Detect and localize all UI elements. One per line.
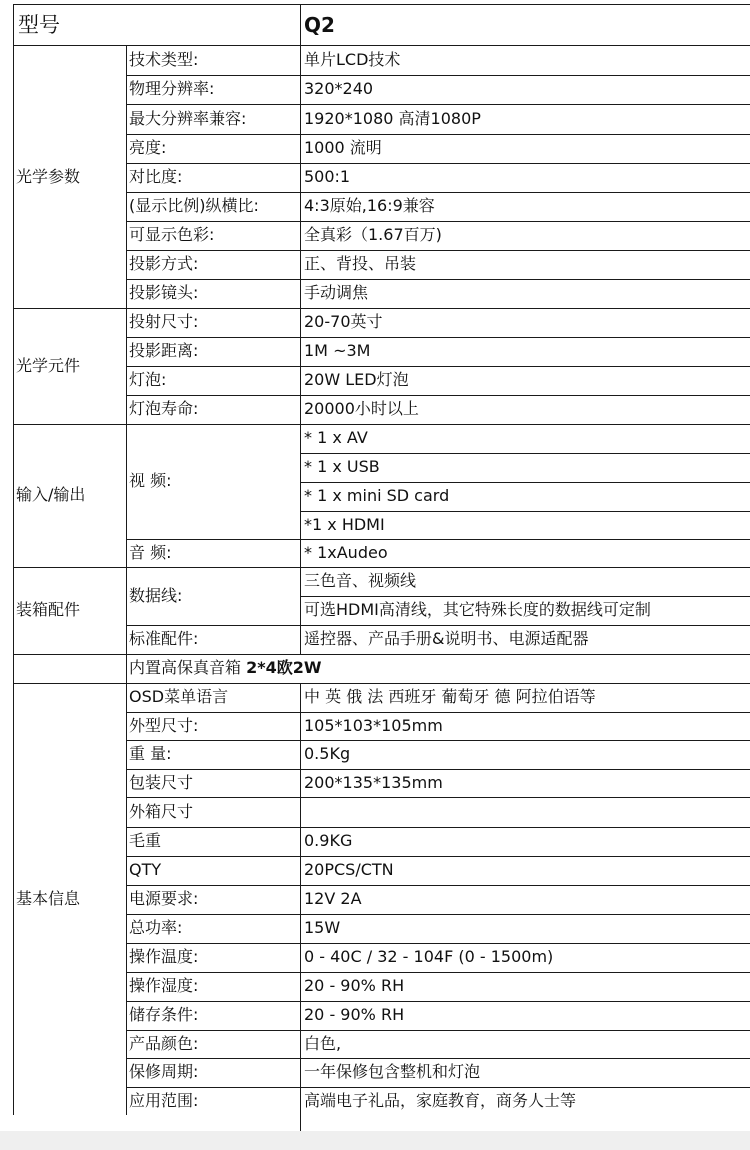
table-divider [126, 45, 127, 1115]
table-divider [126, 250, 750, 251]
row-value: 200*135*135mm [304, 772, 443, 792]
row-value-standard: 遥控器、产品手册&说明书、电源适配器 [304, 629, 589, 649]
row-value: 12V 2A [304, 889, 362, 909]
row-label: 投影方式: [129, 254, 199, 274]
table-divider [126, 740, 750, 741]
table-divider [126, 885, 750, 886]
row-label: 最大分辨率兼容: [129, 108, 247, 128]
table-divider [300, 482, 750, 483]
table-divider [126, 1087, 750, 1088]
row-label: (显示比例)纵横比: [129, 196, 259, 216]
table-divider [300, 511, 750, 512]
row-label: 亮度: [129, 138, 167, 158]
row-value: 0.9KG [304, 831, 353, 851]
table-divider [126, 395, 750, 396]
row-value: 0 - 40C / 32 - 104F (0 - 1500m) [304, 947, 554, 967]
row-value-cable: 三色音、视频线 [304, 571, 417, 591]
table-divider [13, 4, 750, 5]
row-label: 外型尺寸: [129, 715, 199, 735]
row-value: 4:3原始,16:9兼容 [304, 196, 435, 216]
row-value-cable: 可选HDMI高清线，其它特殊长度的数据线可定制 [304, 600, 651, 620]
row-value: 1M ~3M [304, 341, 371, 361]
table-divider [300, 596, 750, 597]
row-label: 保修周期: [129, 1062, 199, 1082]
row-label: 投影镜头: [129, 283, 199, 303]
group-name-optical-components: 光学元件 [16, 355, 81, 375]
row-label: 物理分辨率: [129, 79, 215, 99]
row-label: 外箱尺寸 [129, 801, 194, 821]
table-divider [126, 134, 750, 135]
row-value [300, 797, 750, 827]
row-label: 重 量: [129, 744, 172, 764]
row-label: 储存条件: [129, 1005, 199, 1025]
row-value: 20PCS/CTN [304, 860, 394, 880]
table-divider [126, 163, 750, 164]
row-label-video: 视 频: [129, 471, 172, 491]
row-label-standard: 标准配件: [129, 629, 199, 649]
table-divider [126, 75, 750, 76]
row-value: 500:1 [304, 167, 351, 187]
row-label: QTY [129, 860, 162, 880]
row-label: 产品颜色: [129, 1033, 199, 1053]
row-label: 包装尺寸 [129, 772, 194, 792]
table-divider [126, 1001, 750, 1002]
row-label: 操作温度: [129, 947, 199, 967]
row-value-video: * 1 x USB [304, 457, 380, 477]
table-divider [13, 424, 750, 425]
group-name-optical-params: 光学参数 [16, 167, 81, 187]
row-value-video: * 1 x AV [304, 428, 368, 448]
row-value: 1000 流明 [304, 138, 382, 158]
row-label: 毛重 [129, 831, 162, 851]
row-value: 105*103*105mm [304, 715, 443, 735]
row-value: 20 - 90% RH [304, 976, 405, 996]
table-divider [126, 1058, 750, 1059]
row-value-video: *1 x HDMI [304, 514, 385, 534]
table-divider [126, 104, 750, 105]
row-label: 技术类型: [129, 50, 199, 70]
table-divider [126, 797, 750, 798]
row-value: 320*240 [304, 79, 374, 99]
row-value: 20-70英寸 [304, 312, 383, 332]
row-value: 0.5Kg [304, 744, 351, 764]
row-value: 全真彩（1.67百万) [304, 225, 442, 245]
row-value: 单片LCD技术 [304, 50, 401, 70]
group-name-basic-info: 基本信息 [16, 888, 81, 908]
row-value-audio: * 1xAudeo [304, 542, 388, 562]
speaker-text: 内置高保真音箱 [129, 658, 247, 678]
row-label: 投射尺寸: [129, 312, 199, 332]
row-value: 高端电子礼品，家庭教育，商务人士等 [304, 1091, 577, 1111]
table-divider [13, 567, 750, 568]
row-label: 电源要求: [129, 889, 199, 909]
row-value: 15W [304, 918, 341, 938]
table-divider [126, 625, 750, 626]
row-value: 1920*1080 高清1080P [304, 108, 481, 128]
table-divider [126, 337, 750, 338]
table-divider [126, 192, 750, 193]
speaker-row [126, 654, 626, 683]
table-divider [13, 45, 750, 46]
table-divider [126, 539, 750, 540]
row-label-cable: 数据线: [129, 585, 183, 605]
table-divider [13, 308, 750, 309]
model-header-value: Q2 [304, 12, 335, 37]
model-header-label: 型号 [18, 12, 60, 37]
row-value: 中 英 俄 法 西班牙 葡萄牙 德 阿拉伯语等 [304, 687, 596, 707]
table-divider [13, 4, 14, 1115]
row-value-video: * 1 x mini SD card [304, 486, 450, 506]
table-divider [126, 712, 750, 713]
group-name-accessories: 装箱配件 [16, 600, 81, 620]
row-value: 20 - 90% RH [304, 1005, 405, 1025]
table-divider [126, 279, 750, 280]
table-divider [126, 1030, 750, 1031]
table-divider [300, 683, 301, 1131]
table-divider [126, 914, 750, 915]
row-value: 一年保修包含整机和灯泡 [304, 1062, 481, 1082]
row-label: OSD菜单语言 [129, 687, 229, 707]
speaker-spec: 2*4欧2W [246, 658, 322, 678]
row-label: 投影距离: [129, 341, 199, 361]
table-divider [126, 827, 750, 828]
row-label: 对比度: [129, 167, 183, 187]
page-footer-bar [0, 1131, 750, 1150]
row-value: 20W LED灯泡 [304, 370, 409, 390]
row-value: 白色, [304, 1033, 342, 1053]
table-divider [126, 769, 750, 770]
row-value: 正、背投、吊装 [304, 254, 417, 274]
table-divider [300, 4, 301, 654]
row-label: 可显示色彩: [129, 225, 215, 245]
table-divider [126, 221, 750, 222]
row-value: 20000小时以上 [304, 399, 419, 419]
row-label: 操作湿度: [129, 976, 199, 996]
row-label: 总功率: [129, 918, 183, 938]
row-label: 应用范围: [129, 1091, 199, 1111]
table-divider [126, 943, 750, 944]
row-label: 灯泡: [129, 370, 167, 390]
table-divider [300, 453, 750, 454]
row-label-audio: 音 频: [129, 542, 172, 562]
row-value: 手动调焦 [304, 283, 369, 303]
group-name-io: 输入/输出 [16, 485, 86, 505]
table-divider [126, 972, 750, 973]
table-divider [126, 366, 750, 367]
table-divider [13, 654, 750, 655]
table-divider [13, 683, 750, 684]
table-divider [126, 856, 750, 857]
row-label: 灯泡寿命: [129, 399, 199, 419]
